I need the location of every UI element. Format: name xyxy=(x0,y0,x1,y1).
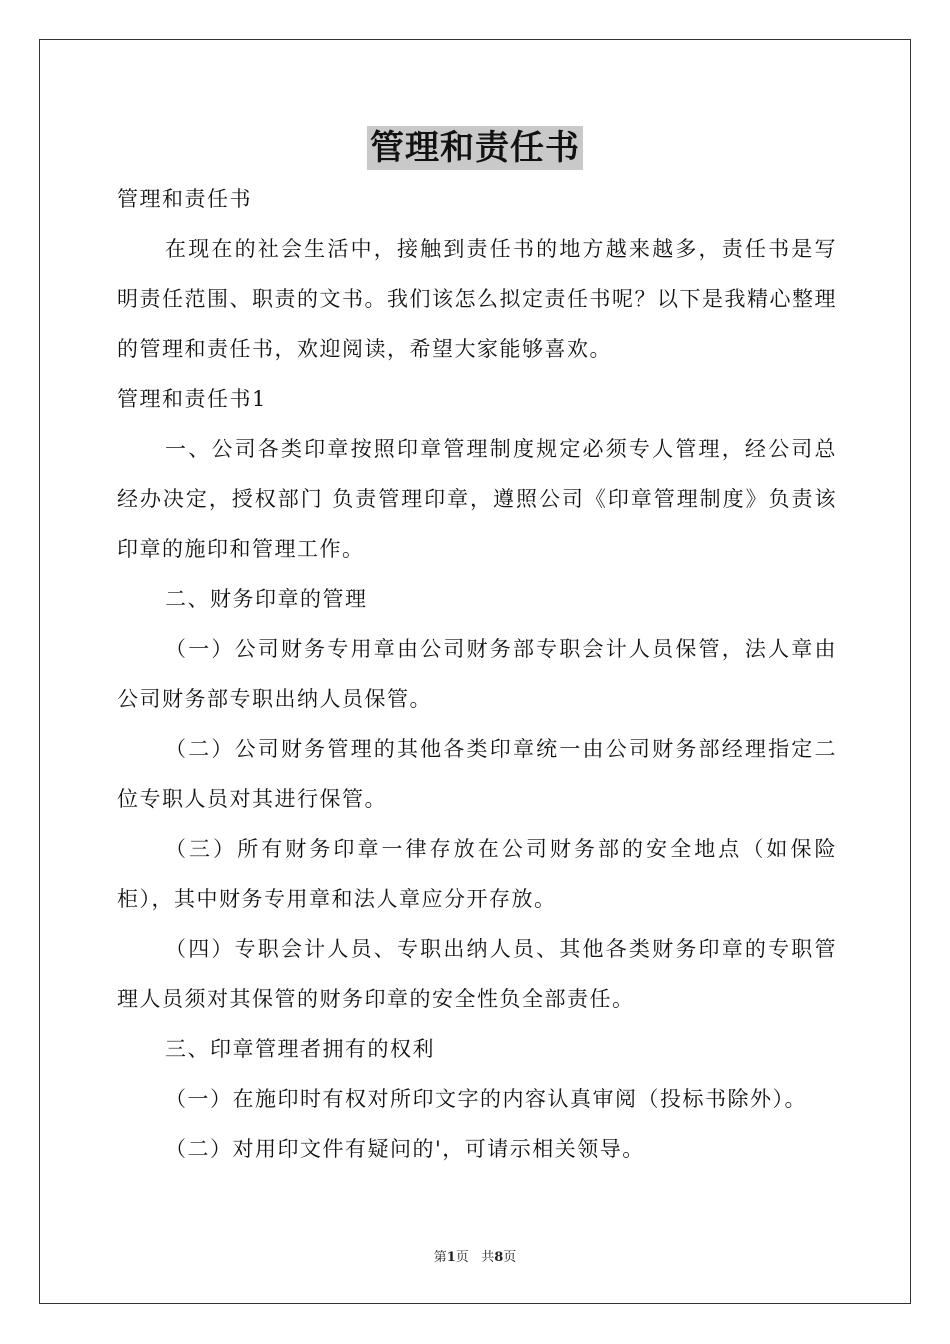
paragraph-8: （一）在施印时有权对所印文字的内容认真审阅（投标书除外）。 xyxy=(165,1087,807,1111)
footer-total-suffix: 页 xyxy=(503,1250,517,1265)
paragraph-5: （三）所有财务印章一律存放在公司财务部的安全地点（如保险柜），其中财务专用章和法人章应分开存放。 xyxy=(117,837,837,911)
paragraph-2: 二、财务印章的管理 xyxy=(165,587,368,611)
paragraph-7: 三、印章管理者拥有的权利 xyxy=(165,1037,435,1061)
footer-page-number: 1 xyxy=(446,1250,456,1265)
footer-total-number: 8 xyxy=(494,1250,504,1265)
subtitle: 管理和责任书 xyxy=(117,187,252,211)
document-title-wrap xyxy=(0,126,950,170)
paragraph-3: （一）公司财务专用章由公司财务部专职会计人员保管，法人章由公司财务部专职出纳人员保管。 xyxy=(117,637,837,711)
paragraph-9: （二）对用印文件有疑问的'，可请示相关领导。 xyxy=(165,1137,645,1161)
intro-paragraph: 在现在的社会生活中，接触到责任书的地方越来越多，责任书是写明责任范围、职责的文书。我们该怎么拟定责任书呢？以下是我精心整理的管理和责任书，欢迎阅读，希望大家能够喜欢。 xyxy=(117,237,837,361)
footer-page-prefix: 第 xyxy=(433,1250,447,1265)
document-title: 管理和责任书 xyxy=(367,126,583,170)
footer-page-suffix: 页 xyxy=(455,1250,469,1265)
paragraph-4: （二）公司财务管理的其他各类印章统一由公司财务部经理指定二位专职人员对其进行保管。 xyxy=(117,737,837,811)
paragraph-6: （四）专职会计人员、专职出纳人员、其他各类财务印章的专职管理人员须对其保管的财务印章的安全性负全部责任。 xyxy=(117,937,837,1011)
paragraph-1: 一、公司各类印章按照印章管理制度规定必须专人管理，经公司总经办决定，授权部门 负责管理印章，遵照公司《印章管理制度》负责该印章的施印和管理工作。 xyxy=(117,437,837,561)
section-heading: 管理和责任书1 xyxy=(117,387,267,411)
page-footer xyxy=(0,1246,950,1265)
footer-total-prefix: 共 xyxy=(481,1250,495,1265)
